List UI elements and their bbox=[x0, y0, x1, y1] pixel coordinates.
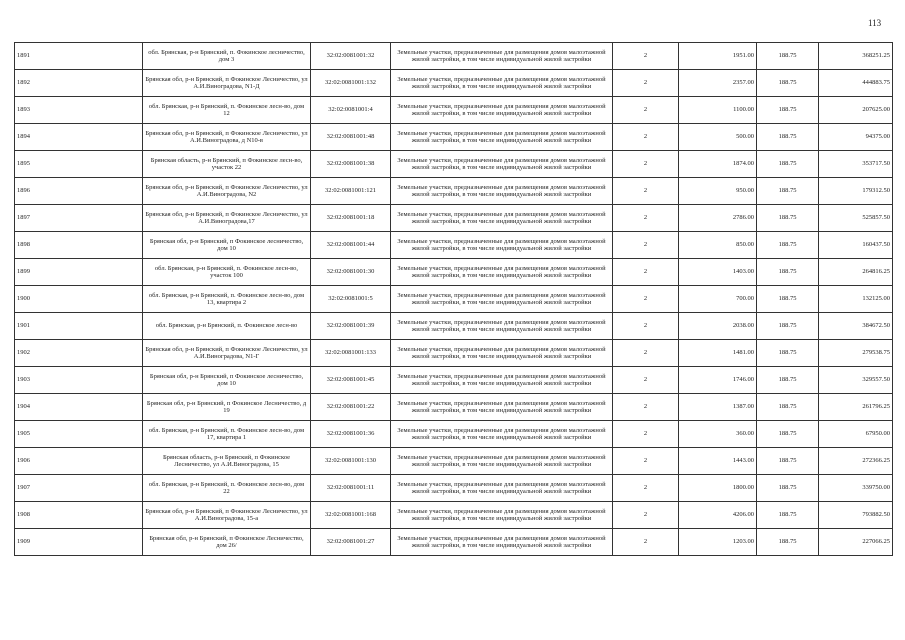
cadastral-number-cell: 32:02:0081001:18 bbox=[311, 205, 391, 232]
rate-cell: 188.75 bbox=[757, 43, 819, 70]
area-cell: 2786.00 bbox=[679, 205, 757, 232]
table-row bbox=[15, 259, 893, 286]
cadastral-number-cell: 32:02:0081001:121 bbox=[311, 178, 391, 205]
table-row bbox=[15, 529, 893, 556]
address-cell: Брянская обл, р-н Брянский, п Фокинское Лесничество, ул А.И.Виноградова, д N10-в bbox=[143, 124, 311, 151]
row-number-cell: 1906 bbox=[15, 448, 143, 475]
category-cell: 2 bbox=[613, 286, 679, 313]
cadastral-value-cell: 67950.00 bbox=[819, 421, 893, 448]
address-cell: Брянская обл, р-н Брянский, п Фокинское Лесничество, дом 26/ bbox=[143, 529, 311, 556]
row-number-cell: 1902 bbox=[15, 340, 143, 367]
row-number-cell: 1897 bbox=[15, 205, 143, 232]
rate-cell: 188.75 bbox=[757, 151, 819, 178]
address-cell: обл. Брянская, р-н Брянский, п. Фокинское лесн-во, дом 22 bbox=[143, 475, 311, 502]
area-cell: 4206.00 bbox=[679, 502, 757, 529]
address-cell: обл. Брянская, р-н Брянский, п. Фокинское лесн-во, дом 17, квартира 1 bbox=[143, 421, 311, 448]
cadastral-number-cell: 32:02:0081001:30 bbox=[311, 259, 391, 286]
address-cell: Брянская область, р-н Брянский, п Фокинское Лесничество, ул А.И.Виноградова, 15 bbox=[143, 448, 311, 475]
table-row bbox=[15, 232, 893, 259]
category-cell: 2 bbox=[613, 421, 679, 448]
category-cell: 2 bbox=[613, 448, 679, 475]
row-number-cell: 1909 bbox=[15, 529, 143, 556]
permitted-use-cell: Земельные участки, предназначенные для размещения домов малоэтажной жилой застройки, в том числе индивидуальной жилой застройки bbox=[391, 529, 613, 556]
row-number-cell: 1905 bbox=[15, 421, 143, 448]
address-cell: обл. Брянская, р-н Брянский, п. Фокинское лесн-во, дом 13, квартира 2 bbox=[143, 286, 311, 313]
permitted-use-cell: Земельные участки, предназначенные для размещения домов малоэтажной жилой застройки, в том числе индивидуальной жилой застройки bbox=[391, 232, 613, 259]
cadastral-value-cell: 207625.00 bbox=[819, 97, 893, 124]
category-cell: 2 bbox=[613, 340, 679, 367]
row-number-cell: 1899 bbox=[15, 259, 143, 286]
area-cell: 1800.00 bbox=[679, 475, 757, 502]
table-row bbox=[15, 421, 893, 448]
row-number-cell: 1892 bbox=[15, 70, 143, 97]
cadastral-value-cell: 94375.00 bbox=[819, 124, 893, 151]
table-row bbox=[15, 178, 893, 205]
category-cell: 2 bbox=[613, 232, 679, 259]
category-cell: 2 bbox=[613, 70, 679, 97]
cadastral-number-cell: 32:02:0081001:48 bbox=[311, 124, 391, 151]
cadastral-number-cell: 32:02:0081001:168 bbox=[311, 502, 391, 529]
area-cell: 950.00 bbox=[679, 178, 757, 205]
cadastral-value-cell: 279538.75 bbox=[819, 340, 893, 367]
area-cell: 2357.00 bbox=[679, 70, 757, 97]
rate-cell: 188.75 bbox=[757, 232, 819, 259]
cadastral-value-cell: 353717.50 bbox=[819, 151, 893, 178]
rate-cell: 188.75 bbox=[757, 448, 819, 475]
table-row bbox=[15, 340, 893, 367]
area-cell: 1481.00 bbox=[679, 340, 757, 367]
cadastral-value-cell: 132125.00 bbox=[819, 286, 893, 313]
cadastral-value-cell: 444883.75 bbox=[819, 70, 893, 97]
row-number-cell: 1904 bbox=[15, 394, 143, 421]
area-cell: 1874.00 bbox=[679, 151, 757, 178]
rate-cell: 188.75 bbox=[757, 475, 819, 502]
address-cell: Брянская обл, р-н Брянский, п Фокинское Лесничество, ул А.И.Виноградова, N1-Д bbox=[143, 70, 311, 97]
address-cell: обл. Брянская, р-н Брянский, п. Фокинское лесн-во bbox=[143, 313, 311, 340]
category-cell: 2 bbox=[613, 259, 679, 286]
row-number-cell: 1894 bbox=[15, 124, 143, 151]
rate-cell: 188.75 bbox=[757, 205, 819, 232]
row-number-cell: 1893 bbox=[15, 97, 143, 124]
rate-cell: 188.75 bbox=[757, 421, 819, 448]
table-row bbox=[15, 97, 893, 124]
permitted-use-cell: Земельные участки, предназначенные для размещения домов малоэтажной жилой застройки, в том числе индивидуальной жилой застройки bbox=[391, 367, 613, 394]
permitted-use-cell: Земельные участки, предназначенные для размещения домов малоэтажной жилой застройки, в том числе индивидуальной жилой застройки bbox=[391, 151, 613, 178]
table-row bbox=[15, 394, 893, 421]
row-number-cell: 1900 bbox=[15, 286, 143, 313]
rate-cell: 188.75 bbox=[757, 367, 819, 394]
address-cell: обл. Брянская, р-н Брянский, п. Фокинское лесничество, дом 3 bbox=[143, 43, 311, 70]
cadastral-number-cell: 32:02:0081001:45 bbox=[311, 367, 391, 394]
permitted-use-cell: Земельные участки, предназначенные для размещения домов малоэтажной жилой застройки, в том числе индивидуальной жилой застройки bbox=[391, 70, 613, 97]
cadastral-number-cell: 32:02:0081001:27 bbox=[311, 529, 391, 556]
cadastral-number-cell: 32:02:0081001:38 bbox=[311, 151, 391, 178]
row-number-cell: 1901 bbox=[15, 313, 143, 340]
cadastral-number-cell: 32:02:0081001:130 bbox=[311, 448, 391, 475]
cadastral-number-cell: 32:02:0081001:44 bbox=[311, 232, 391, 259]
category-cell: 2 bbox=[613, 502, 679, 529]
rate-cell: 188.75 bbox=[757, 70, 819, 97]
permitted-use-cell: Земельные участки, предназначенные для размещения домов малоэтажной жилой застройки, в том числе индивидуальной жилой застройки bbox=[391, 421, 613, 448]
permitted-use-cell: Земельные участки, предназначенные для размещения домов малоэтажной жилой застройки, в том числе индивидуальной жилой застройки bbox=[391, 97, 613, 124]
cadastral-number-cell: 32:02:0081001:39 bbox=[311, 313, 391, 340]
permitted-use-cell: Земельные участки, предназначенные для размещения домов малоэтажной жилой застройки, в том числе индивидуальной жилой застройки bbox=[391, 340, 613, 367]
cadastral-value-cell: 339750.00 bbox=[819, 475, 893, 502]
row-number-cell: 1907 bbox=[15, 475, 143, 502]
rate-cell: 188.75 bbox=[757, 259, 819, 286]
cadastral-number-cell: 32:02:0081001:32 bbox=[311, 43, 391, 70]
table-row bbox=[15, 475, 893, 502]
rate-cell: 188.75 bbox=[757, 502, 819, 529]
area-cell: 850.00 bbox=[679, 232, 757, 259]
area-cell: 1100.00 bbox=[679, 97, 757, 124]
row-number-cell: 1898 bbox=[15, 232, 143, 259]
permitted-use-cell: Земельные участки, предназначенные для размещения домов малоэтажной жилой застройки, в том числе индивидуальной жилой застройки bbox=[391, 178, 613, 205]
address-cell: Брянская область, р-н Брянский, п Фокинское лесн-во, участок 22 bbox=[143, 151, 311, 178]
address-cell: Брянская обл, р-н Брянский, п Фокинское Лесничество, ул А.И.Виноградова,17 bbox=[143, 205, 311, 232]
cadastral-value-cell: 261796.25 bbox=[819, 394, 893, 421]
table-row bbox=[15, 124, 893, 151]
permitted-use-cell: Земельные участки, предназначенные для размещения домов малоэтажной жилой застройки, в том числе индивидуальной жилой застройки bbox=[391, 475, 613, 502]
area-cell: 1203.00 bbox=[679, 529, 757, 556]
permitted-use-cell: Земельные участки, предназначенные для размещения домов малоэтажной жилой застройки, в том числе индивидуальной жилой застройки bbox=[391, 313, 613, 340]
rate-cell: 188.75 bbox=[757, 313, 819, 340]
category-cell: 2 bbox=[613, 43, 679, 70]
rate-cell: 188.75 bbox=[757, 97, 819, 124]
rate-cell: 188.75 bbox=[757, 178, 819, 205]
row-number-cell: 1895 bbox=[15, 151, 143, 178]
permitted-use-cell: Земельные участки, предназначенные для размещения домов малоэтажной жилой застройки, в том числе индивидуальной жилой застройки bbox=[391, 502, 613, 529]
address-cell: Брянская обл, р-н Брянский, п Фокинское лесничество, дом 10 bbox=[143, 367, 311, 394]
table-row bbox=[15, 70, 893, 97]
category-cell: 2 bbox=[613, 151, 679, 178]
row-number-cell: 1908 bbox=[15, 502, 143, 529]
address-cell: Брянская обл, р-н Брянский, п Фокинское Лесничество, ул А.И.Виноградова, N2 bbox=[143, 178, 311, 205]
area-cell: 500.00 bbox=[679, 124, 757, 151]
cadastral-number-cell: 32:02:0081001:11 bbox=[311, 475, 391, 502]
category-cell: 2 bbox=[613, 97, 679, 124]
permitted-use-cell: Земельные участки, предназначенные для размещения домов малоэтажной жилой застройки, в том числе индивидуальной жилой застройки bbox=[391, 286, 613, 313]
cadastral-value-cell: 368251.25 bbox=[819, 43, 893, 70]
row-number-cell: 1903 bbox=[15, 367, 143, 394]
table-row bbox=[15, 313, 893, 340]
table-row bbox=[15, 448, 893, 475]
permitted-use-cell: Земельные участки, предназначенные для размещения домов малоэтажной жилой застройки, в том числе индивидуальной жилой застройки bbox=[391, 205, 613, 232]
area-cell: 2038.00 bbox=[679, 313, 757, 340]
category-cell: 2 bbox=[613, 313, 679, 340]
rate-cell: 188.75 bbox=[757, 124, 819, 151]
cadastral-value-cell: 525857.50 bbox=[819, 205, 893, 232]
land-registry-table bbox=[14, 42, 893, 556]
area-cell: 360.00 bbox=[679, 421, 757, 448]
permitted-use-cell: Земельные участки, предназначенные для размещения домов малоэтажной жилой застройки, в том числе индивидуальной жилой застройки bbox=[391, 448, 613, 475]
address-cell: Брянская обл, р-н Брянский, п Фокинское Лесничество, ул А.И.Виноградова, 15-а bbox=[143, 502, 311, 529]
category-cell: 2 bbox=[613, 178, 679, 205]
cadastral-value-cell: 384672.50 bbox=[819, 313, 893, 340]
table-row bbox=[15, 502, 893, 529]
area-cell: 1746.00 bbox=[679, 367, 757, 394]
rate-cell: 188.75 bbox=[757, 394, 819, 421]
cadastral-number-cell: 32:02:0081001:133 bbox=[311, 340, 391, 367]
rate-cell: 188.75 bbox=[757, 286, 819, 313]
table-row bbox=[15, 286, 893, 313]
area-cell: 1403.00 bbox=[679, 259, 757, 286]
cadastral-value-cell: 160437.50 bbox=[819, 232, 893, 259]
cadastral-number-cell: 32:02:0081001:132 bbox=[311, 70, 391, 97]
cadastral-value-cell: 329557.50 bbox=[819, 367, 893, 394]
permitted-use-cell: Земельные участки, предназначенные для размещения домов малоэтажной жилой застройки, в том числе индивидуальной жилой застройки bbox=[391, 394, 613, 421]
rate-cell: 188.75 bbox=[757, 529, 819, 556]
cadastral-number-cell: 32:02:0081001:4 bbox=[311, 97, 391, 124]
table-row bbox=[15, 43, 893, 70]
address-cell: обл. Брянская, р-н Брянский, п. Фокинское лесн-во, дом 12 bbox=[143, 97, 311, 124]
address-cell: Брянская обл, р-н Брянский, п Фокинское Лесничество, ул А.И.Виноградова, N1-Г bbox=[143, 340, 311, 367]
cadastral-number-cell: 32:02:0081001:22 bbox=[311, 394, 391, 421]
table-body bbox=[15, 43, 893, 556]
permitted-use-cell: Земельные участки, предназначенные для размещения домов малоэтажной жилой застройки, в том числе индивидуальной жилой застройки bbox=[391, 43, 613, 70]
area-cell: 1443.00 bbox=[679, 448, 757, 475]
area-cell: 700.00 bbox=[679, 286, 757, 313]
category-cell: 2 bbox=[613, 475, 679, 502]
area-cell: 1387.00 bbox=[679, 394, 757, 421]
cadastral-value-cell: 227066.25 bbox=[819, 529, 893, 556]
cadastral-value-cell: 793882.50 bbox=[819, 502, 893, 529]
category-cell: 2 bbox=[613, 529, 679, 556]
address-cell: обл. Брянская, р-н Брянский, п. Фокинское лесн-во, участок 100 bbox=[143, 259, 311, 286]
row-number-cell: 1891 bbox=[15, 43, 143, 70]
cadastral-value-cell: 272366.25 bbox=[819, 448, 893, 475]
cadastral-value-cell: 179312.50 bbox=[819, 178, 893, 205]
table-row bbox=[15, 205, 893, 232]
category-cell: 2 bbox=[613, 205, 679, 232]
rate-cell: 188.75 bbox=[757, 340, 819, 367]
cadastral-number-cell: 32:02:0081001:36 bbox=[311, 421, 391, 448]
row-number-cell: 1896 bbox=[15, 178, 143, 205]
page-number: 113 bbox=[868, 18, 882, 28]
area-cell: 1951.00 bbox=[679, 43, 757, 70]
permitted-use-cell: Земельные участки, предназначенные для размещения домов малоэтажной жилой застройки, в том числе индивидуальной жилой застройки bbox=[391, 124, 613, 151]
table-row bbox=[15, 151, 893, 178]
permitted-use-cell: Земельные участки, предназначенные для размещения домов малоэтажной жилой застройки, в том числе индивидуальной жилой застройки bbox=[391, 259, 613, 286]
address-cell: Брянская обл, р-н Брянский, п Фокинское лесничество, дом 10 bbox=[143, 232, 311, 259]
category-cell: 2 bbox=[613, 394, 679, 421]
cadastral-value-cell: 264816.25 bbox=[819, 259, 893, 286]
table-row bbox=[15, 367, 893, 394]
address-cell: Брянская обл, р-н Брянский, п Фокинское Лесничество, д 19 bbox=[143, 394, 311, 421]
category-cell: 2 bbox=[613, 124, 679, 151]
cadastral-number-cell: 32:02:0081001:5 bbox=[311, 286, 391, 313]
category-cell: 2 bbox=[613, 367, 679, 394]
